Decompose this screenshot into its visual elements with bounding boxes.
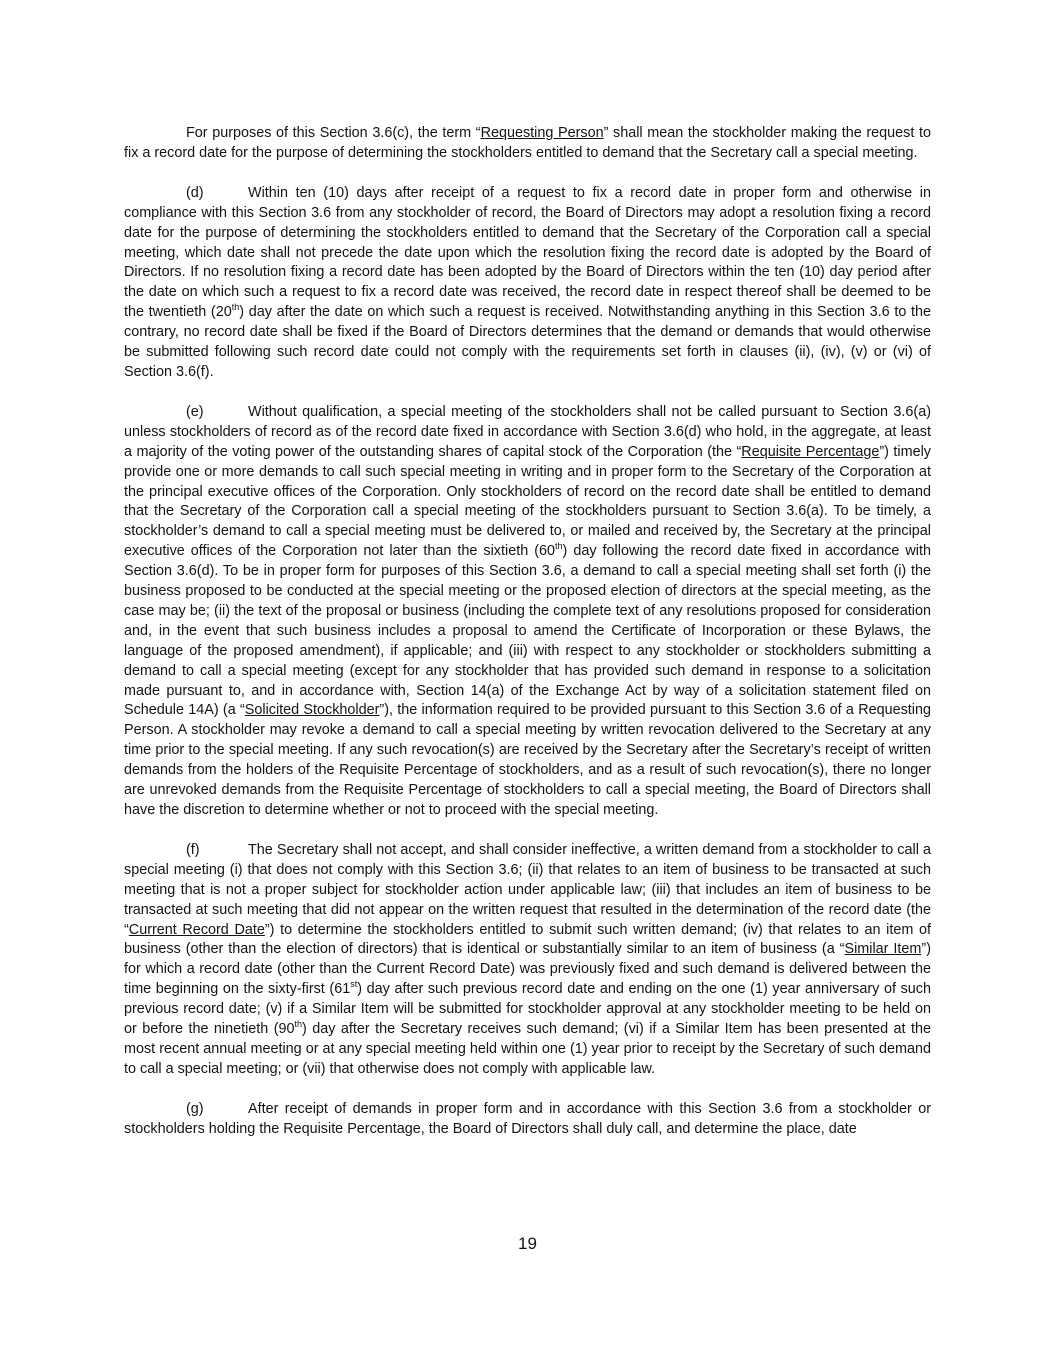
ordinal-superscript: th: [231, 302, 240, 313]
paragraph-g: [124, 1100, 931, 1140]
defined-term: Solicited Stockholder: [244, 702, 380, 719]
paragraph-text: The Secretary shall not accept, and shall consider ineffective, a written demand from a stockholder to call a special meeting (i) that does not comply with this Section 3.6; (ii) that relates to an item of business to be transacted at such meeting that is not a proper subject for stockholder action under applicable law; (iii) that includes an item of business to be transacted at such meeting that did not appear on the written request that resulted in the determination of the record date (the “: [124, 841, 931, 938]
paragraph-f: [124, 841, 931, 1080]
defined-term: Requesting Person: [480, 125, 604, 141]
defined-term: Requisite Percentage: [741, 443, 880, 460]
ordinal-superscript: th: [294, 1019, 303, 1030]
defined-term: Similar Item: [844, 941, 922, 958]
paragraph-d: [124, 184, 931, 383]
defined-term: Current Record Date: [128, 921, 265, 938]
paragraph-text: After receipt of demands in proper form and in accordance with this Section 3.6 from a stockholder or stockholders holding the Requisite Percentage, the Board of Directors shall duly call, and determine the place, date: [124, 1100, 931, 1137]
ordinal-superscript: th: [555, 541, 563, 552]
paragraph-text: ”) for which a record date (other than the Current Record Date) was previously fixed and such demand is delivered between the time beginning on the sixty-first (61: [124, 941, 931, 998]
paragraph-text: ”) timely provide one or more demands to call such special meeting in writing and in proper form to the Secretary of the Corporation at the principal executive offices of the Corporation. Only stockholders of record on the record date shall be entitled to demand that the Secretary of the Corporation call a special meeting of the stockholders pursuant to Section 3.6(a). To be timely, a stockholder’s demand to call a special meeting must be delivered to, or mailed and received by, the Secretary at the principal executive offices of the Corporation not later than the sixtieth (60: [124, 443, 931, 560]
clause-label: (g): [186, 1100, 204, 1117]
paragraph-text: Within ten (10) days after receipt of a request to fix a record date in proper form and otherwise in compliance with this Section 3.6 from any stockholder of record, the Board of Directors may adopt a resolution fixing a record date for the purpose of determining the stockholders entitled to demand that the Secretary of the Corporation call a special meeting, which date shall not precede the date upon which the resolution fixing the record date is adopted by the Board of Directors. If no resolution fixing a record date has been adopted by the Board of Directors within the ten (10) day period after the date on which such a request to fix a record date was received, the record date in respect thereof shall be deemed to be the twentieth (20: [124, 184, 931, 321]
paragraph-text: ) day following the record date fixed in accordance with Section 3.6(d). To be in proper form for purposes of this Section 3.6, a demand to call a special meeting shall set forth (i) the business proposed to be conducted at the special meeting or the proposed election of directors at the special meeting, as the case may be; (ii) the text of the proposal or business (including the complete text of any resolutions proposed for consideration and, in the event that such business includes a proposal to amend the Certificate of Incorporation or these Bylaws, the language of the proposed amendment), if applicable; and (iii) with respect to any stockholder or stockholders submitting a demand to call a special meeting (except for any stockholder that has provided such demand in response to a solicitation made pursuant to, and in accordance with, Section 14(a) of the Exchange Act by way of a solicitation statement filed on Schedule 14A) (a “: [124, 543, 931, 719]
page-number: 19: [518, 1234, 537, 1253]
clause-label: (e): [186, 403, 204, 420]
paragraph-text: ) day after the Secretary receives such demand; (vi) if a Similar Item has been presented at the most recent annual meeting or at any special meeting held within one (1) year prior to receipt by the Secretary of such demand to call a special meeting; or (vii) that otherwise does not comply with applicable law.: [124, 1021, 931, 1077]
paragraph-text: ” shall mean the stockholder making the request to fix a record date for the purpose of determining the stockholders entitled to demand that the Secretary call a special meeting.: [124, 125, 931, 161]
paragraph-text: ”) to determine the stockholders entitled to submit such written demand; (iv) that relates to an item of business (other than the election of directors) that is identical or substantially similar to an item of business (a “: [124, 921, 931, 958]
paragraph-e: [124, 403, 931, 821]
clause-label: (d): [186, 184, 204, 201]
document-body: [124, 124, 931, 1160]
paragraph-text: ) day after such previous record date and ending on the one (1) year anniversary of such previous record date; (v) if a Similar Item will be submitted for stockholder approval at any stockholder meeting to be held on or before the ninetieth (90: [124, 981, 931, 1038]
paragraph-text: Without qualification, a special meeting of the stockholders shall not be called pursuant to Section 3.6(a) unless stockholders of record as of the record date fixed in accordance with Section 3.6(d) who hold, in the aggregate, at least a majority of the voting power of the outstanding shares of capital stock of the Corporation (the “: [124, 403, 931, 460]
paragraph-text: ) day after the date on which such a request is received. Notwithstanding anything in this Section 3.6 to the contrary, no record date shall be fixed if the Board of Directors determines that the demand or demands that would otherwise be submitted following such record date could not comply with the requirements set forth in clauses (ii), (iv), (v) or (vi) of Section 3.6(f).: [124, 304, 931, 380]
ordinal-superscript: st: [350, 979, 358, 990]
paragraph-requesting-person: [124, 124, 931, 164]
paragraph-text: For purposes of this Section 3.6(c), the term “: [186, 125, 481, 141]
clause-label: (f): [186, 841, 200, 858]
paragraph-text: ”), the information required to be provided pursuant to this Section 3.6 of a Requesting Person. A stockholder may revoke a demand to call a special meeting by written revocation delivered to the Secretary at any time prior to the special meeting. If any such revocation(s) are received by the Secretary after the Secretary’s receipt of written demands from the holders of the Requisite Percentage of stockholders, and as a result of such revocation(s), there no longer are unrevoked demands from the Requisite Percentage of stockholders to call a special meeting, the Board of Directors shall have the discretion to determine whether or not to proceed with the special meeting.: [124, 702, 931, 818]
